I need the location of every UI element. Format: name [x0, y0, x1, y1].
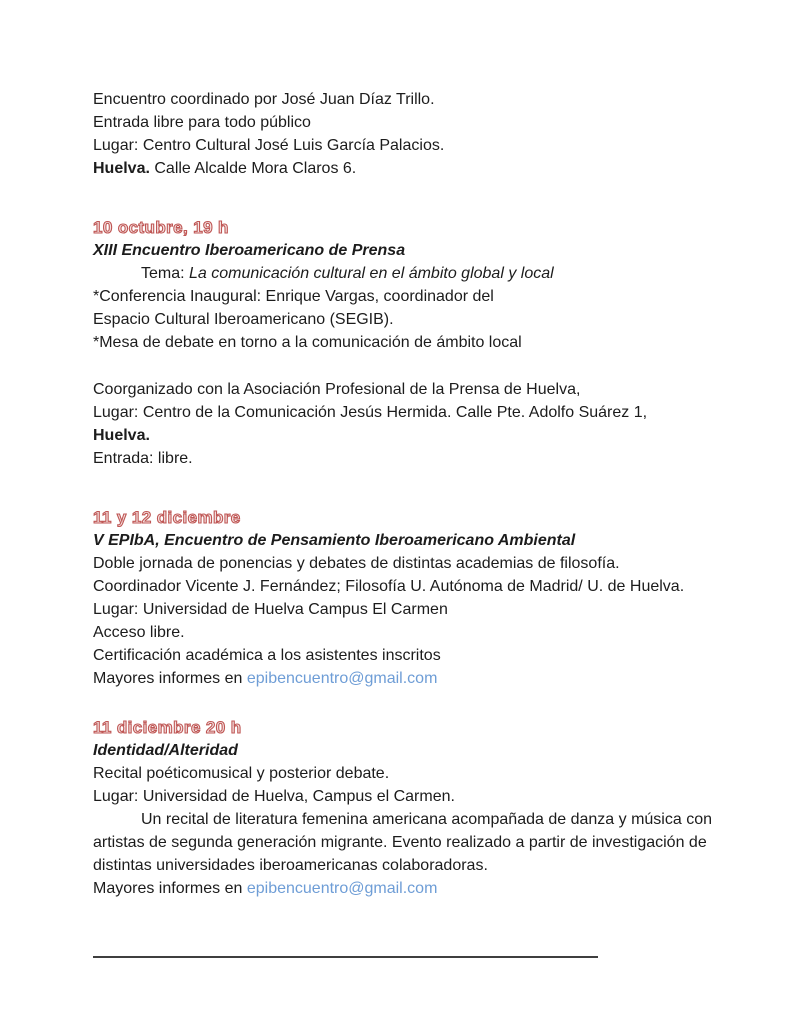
- intro-paragraph: [93, 88, 723, 180]
- intro-city-bold: Huelva.: [93, 160, 150, 177]
- certification-line: Certificación académica a los asistentes inscritos: [93, 647, 441, 664]
- description-paragraph: Un recital de literatura femenina americana acompañada de danza y música con artistas de segunda generación migrante. Evento realizado a partir de investigación de distintas universidades iberoamericanas colaboradoras.: [93, 811, 712, 874]
- event-title-epiba: V EPIbA, Encuentro de Pensamiento Iberoamericano Ambiental: [93, 532, 576, 549]
- admission-line-prensa: Entrada: libre.: [93, 450, 193, 467]
- coorganizer-paragraph: [93, 378, 723, 470]
- theme-label: Tema:: [141, 265, 190, 282]
- mesa-line: *Mesa de debate en torno a la comunicación de ámbito local: [93, 334, 522, 351]
- event-title-identidad: Identidad/Alteridad: [93, 742, 238, 759]
- conference-line: *Conferencia Inaugural: Enrique Vargas, coordinador del: [93, 288, 494, 305]
- event-section-octubre: [93, 216, 723, 470]
- coordinator-line-epiba: Coordinador Vicente J. Fernández; Filosofía U. Autónoma de Madrid/ U. de Huelva.: [93, 578, 685, 595]
- event-section-epiba: [93, 506, 723, 690]
- venue-line-prensa: Lugar: Centro de la Comunicación Jesús Hermida. Calle Pte. Adolfo Suárez 1,: [93, 404, 648, 421]
- event-theme-line: [93, 262, 723, 285]
- email-link[interactable]: epibencuentro@gmail.com: [246, 670, 438, 687]
- intro-address-rest: Calle Alcalde Mora Claros 6.: [149, 160, 357, 177]
- horizontal-rule: [93, 956, 598, 958]
- event-heading-identidad: 11 diciembre 20 h: [93, 718, 242, 737]
- contact-line-identidad: [93, 877, 723, 900]
- contact-line-epiba: [93, 667, 723, 690]
- venue-line-identidad: Lugar: Universidad de Huelva, Campus el Carmen.: [93, 788, 455, 805]
- intro-venue-line: Lugar: Centro Cultural José Luis García Palacios.: [93, 137, 445, 154]
- contact-prefix: Mayores informes en: [93, 670, 247, 687]
- theme-text-italic: La comunicación cultural en el ámbito global y local: [189, 265, 554, 282]
- recital-line: Recital poéticomusical y posterior debate.: [93, 765, 390, 782]
- email-link-2[interactable]: epibencuentro@gmail.com: [246, 880, 438, 897]
- event-heading-octubre: 10 octubre, 19 h: [93, 218, 229, 237]
- doble-jornada-line: Doble jornada de ponencias y debates de distintas academias de filosofía.: [93, 555, 620, 572]
- intro-admission-line: Entrada libre para todo público: [93, 114, 311, 131]
- access-line: Acceso libre.: [93, 624, 185, 641]
- event-section-identidad: [93, 716, 723, 900]
- venue-line-epiba: Lugar: Universidad de Huelva Campus El Carmen: [93, 601, 448, 618]
- intro-address-line: [93, 157, 723, 180]
- intro-coordinator-line: Encuentro coordinado por José Juan Díaz Trillo.: [93, 91, 435, 108]
- event-heading-epiba: 11 y 12 diciembre: [93, 508, 241, 527]
- contact-prefix-2: Mayores informes en: [93, 880, 247, 897]
- coorganizer-line: Coorganizado con la Asociación Profesional de la Prensa de Huelva,: [93, 381, 581, 398]
- event-title-prensa: XIII Encuentro Iberoamericano de Prensa: [93, 242, 406, 259]
- espacio-line: Espacio Cultural Iberoamericano (SEGIB).: [93, 311, 394, 328]
- city-line-bold: Huelva.: [93, 427, 150, 444]
